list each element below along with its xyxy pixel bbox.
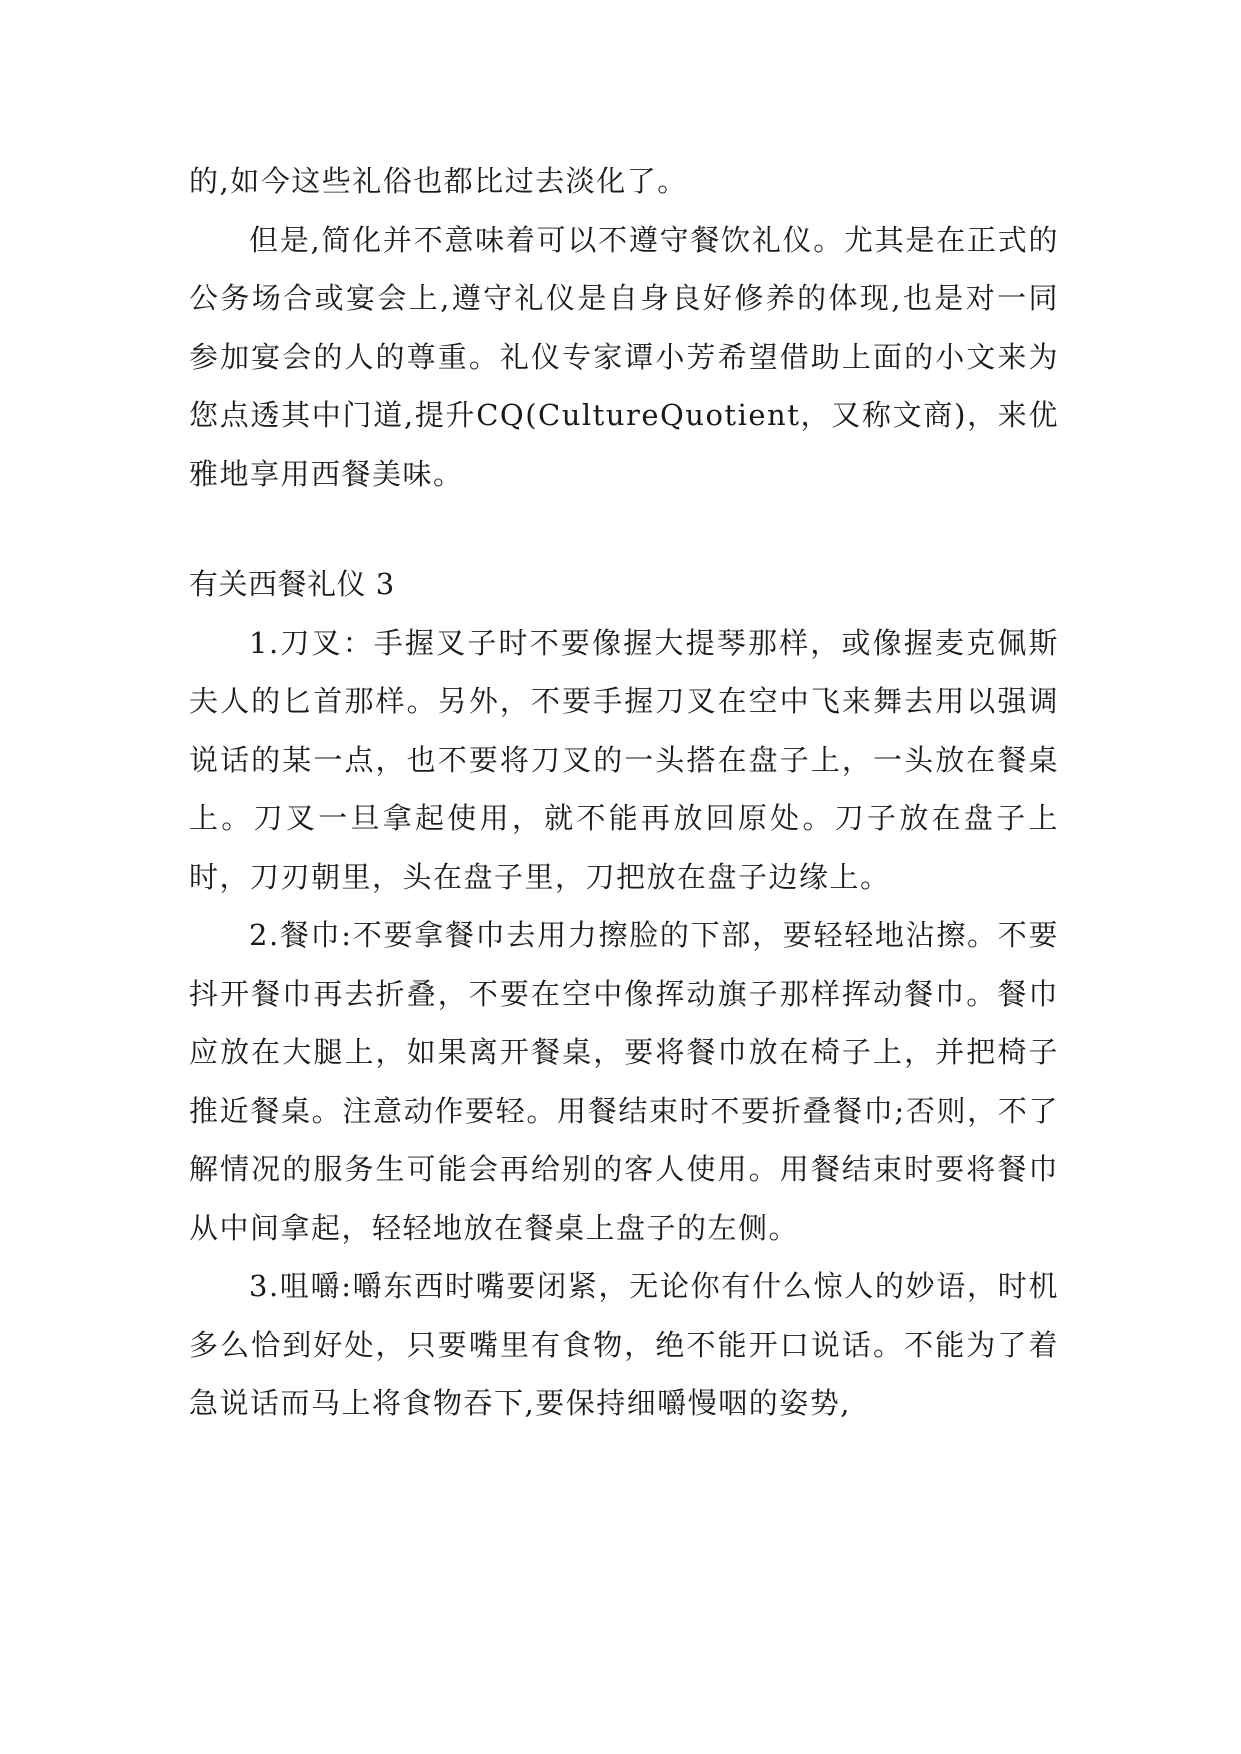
list-item-knife-fork: 1.刀叉：手握叉子时不要像握大提琴那样，或像握麦克佩斯夫人的匕首那样。另外，不要手握刀叉在空中飞来舞去用以强调说话的某一点，也不要将刀叉的一头搭在盘子上，一头放在餐桌上。刀叉一旦拿起使用，就不能再放回原处。刀子放在盘子上时，刀刃朝里，头在盘子里，刀把放在盘子边缘上。 [189,625,1059,894]
paragraph-continuation: 的,如今这些礼俗也都比过去淡化了。 [189,164,688,198]
paragraph-simplification: 但是,简化并不意味着可以不遵守餐饮礼仪。尤其是在正式的公务场合或宴会上,遵守礼仪是自身良好修养的体现,也是对一同参加宴会的人的尊重。礼仪专家谭小芳希望借助上面的小文来为您点透其中门道,提升CQ(CultureQuotient，又称文商)，来优雅地享用西餐美味。 [189,222,1059,491]
document-body [189,152,1059,1433]
section-title: 有关西餐礼仪 3 [189,567,395,601]
list-item-chewing: 3.咀嚼:嚼东西时嘴要闭紧，无论你有什么惊人的妙语，时机多么恰到好处，只要嘴里有食物，绝不能开口说话。不能为了着急说话而马上将食物吞下,要保持细嚼慢咽的姿势, [189,1269,1059,1420]
list-item-napkin: 2.餐巾:不要拿餐巾去用力擦脸的下部，要轻轻地沾擦。不要抖开餐巾再去折叠，不要在空中像挥动旗子那样挥动餐巾。餐巾应放在大腿上，如果离开餐桌，要将餐巾放在椅子上，并把椅子推近餐桌。注意动作要轻。用餐结束时不要折叠餐巾;否则，不了解情况的服务生可能会再给别的客人使用。用餐结束时要将餐巾从中间拿起，轻轻地放在餐桌上盘子的左侧。 [189,918,1059,1245]
